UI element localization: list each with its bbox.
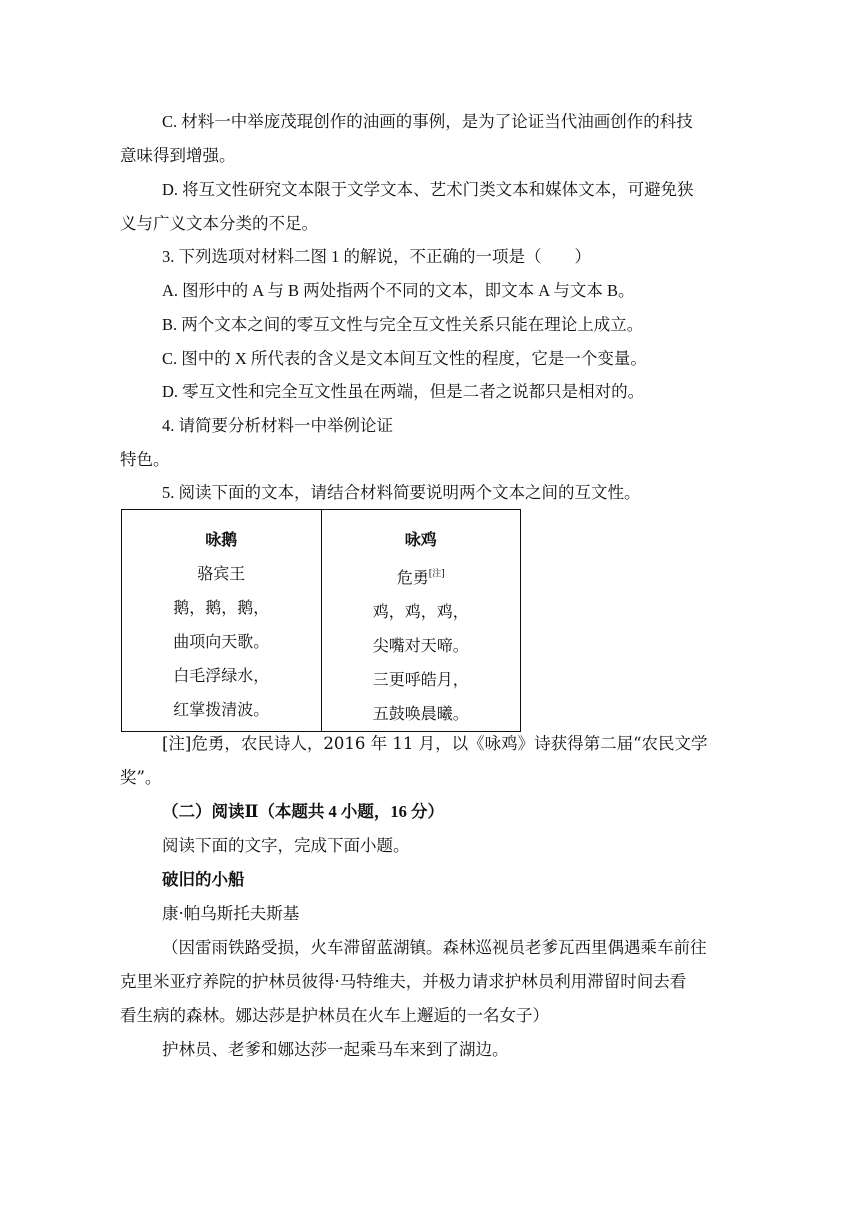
poem-right-line: 五鼓唤晨曦。 [372, 704, 469, 723]
section-heading: （二）阅读Ⅱ（本题共 4 小题，16 分） [162, 802, 445, 821]
poem-right-author-note: [注] [428, 569, 445, 579]
question-3-option-c: C. 图中的 X 所代表的含义是文本间互文性的程度，它是一个变量。 [162, 349, 647, 368]
poem-right-title: 咏鸡 [404, 530, 437, 549]
option-c-line1: C. 材料一中举庞茂琨创作的油画的事例，是为了论证当代油画创作的科技 [162, 112, 693, 131]
poem-left-author: 骆宾王 [197, 564, 246, 583]
story-author: 康·帕乌斯托夫斯基 [162, 904, 300, 923]
option-c-line2: 意味得到增强。 [120, 146, 236, 165]
poem-note-line1: [注]危勇，农民诗人，2016 年 11 月，以《咏鸡》诗获得第二届“农民文学 [162, 734, 708, 753]
poem-right-line: 尖嘴对天啼。 [372, 636, 469, 655]
story-paragraph: 护林员、老爹和娜达莎一起乘马车来到了湖边。 [162, 1040, 509, 1059]
poem-comparison-table [121, 509, 521, 732]
reading-instruction: 阅读下面的文字，完成下面小题。 [162, 836, 410, 855]
poem-left-line: 鹅，鹅，鹅， [173, 598, 270, 617]
story-intro-line1: （因雷雨铁路受损，火车滞留蓝湖镇。森林巡视员老爹瓦西里偶遇乘车前往 [162, 938, 707, 957]
poem-right-author-line [397, 557, 445, 595]
poem-right-line: 鸡，鸡，鸡， [372, 602, 469, 621]
poem-right-cell [321, 510, 521, 732]
poem-left-line: 红掌拨清波。 [173, 700, 270, 719]
question-4-line2: 特色。 [120, 450, 170, 469]
poem-left-line: 白毛浮绿水， [173, 666, 270, 685]
question-4-line1: 4. 请简要分析材料一中举例论证 [162, 416, 393, 435]
story-intro-line2: 克里米亚疗养院的护林员彼得·马特维夫，并极力请求护林员利用滞留时间去看 [120, 972, 687, 991]
poem-left-line: 曲项向天歌。 [173, 632, 270, 651]
poem-right-line: 三更呼皓月， [372, 670, 469, 689]
story-title: 破旧的小船 [162, 870, 245, 889]
question-3-option-a: A. 图形中的 A 与 B 两处指两个不同的文本，即文本 A 与文本 B。 [162, 281, 635, 300]
poem-note-line2: 奖”。 [120, 768, 162, 787]
question-5: 5. 阅读下面的文本，请结合材料简要说明两个文本之间的互文性。 [162, 483, 641, 502]
question-3-option-b: B. 两个文本之间的零互文性与完全互文性关系只能在理论上成立。 [162, 315, 644, 334]
option-d-line2: 义与广义文本分类的不足。 [120, 214, 318, 233]
question-3: 3. 下列选项对材料二图 1 的解说，不正确的一项是（ ） [162, 247, 591, 266]
question-3-option-d: D. 零互文性和完全互文性虽在两端，但是二者之说都只是相对的。 [162, 382, 645, 401]
option-d-line1: D. 将互文性研究文本限于文学文本、艺术门类文本和媒体文本，可避免狭 [162, 180, 694, 199]
poem-left-cell [122, 510, 322, 732]
poem-right-author: 危勇 [396, 568, 429, 587]
story-intro-line3: 看生病的森林。娜达莎是护林员在火车上邂逅的一名女子） [120, 1006, 549, 1025]
poem-left-title: 咏鹅 [205, 530, 238, 549]
